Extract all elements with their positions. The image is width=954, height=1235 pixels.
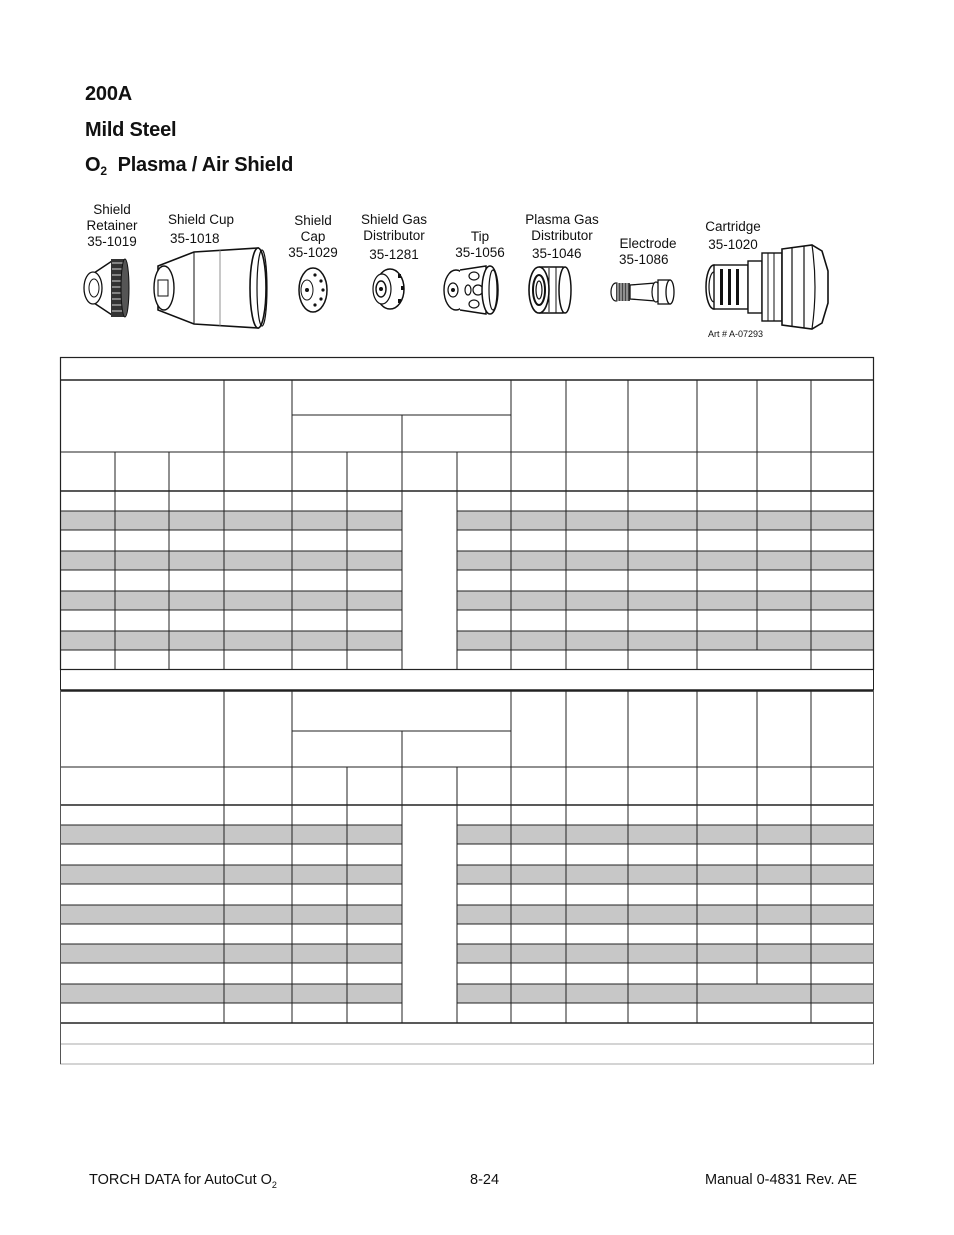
gas-title-subscript: 2 xyxy=(100,164,107,178)
part-label-tip: Tip 35-1056 xyxy=(455,229,505,260)
upper-table-grid xyxy=(60,358,874,670)
material-title: Mild Steel xyxy=(85,119,177,141)
gas-title-main: O xyxy=(85,154,101,176)
part-label-shield-retainer: Shield Retainer 35-1019 xyxy=(86,202,138,249)
upper-table-shaded-rows xyxy=(61,511,873,650)
footer-page-number: 8-24 xyxy=(470,1172,500,1188)
lower-table-grid xyxy=(60,690,874,1064)
current-title: 200A xyxy=(85,83,133,105)
part-label-plasma-gas-distributor: Plasma Gas Distributor 35-1046 xyxy=(525,212,599,261)
footer-left: TORCH DATA for AutoCut $O_2$ xyxy=(89,1172,277,1190)
part-label-cartridge: Cartridge 35-1020 xyxy=(705,219,761,252)
part-label-shield-cap: Shield Cap 35-1029 xyxy=(288,213,338,260)
part-label-electrode: Electrode 35-1086 xyxy=(619,236,677,267)
part-label-shield-cup: Shield Cup 35-1018 xyxy=(168,212,235,246)
art-number: Art # A-07293 xyxy=(708,329,764,339)
gap-row xyxy=(61,669,874,690)
footer-manual: Manual 0-4831 Rev. AE xyxy=(705,1172,858,1188)
gas-title-rest: Plasma / Air Shield xyxy=(117,154,294,176)
lower-table-shaded-rows xyxy=(61,825,873,1003)
part-label-shield-gas-distributor: Shield Gas Distributor 35-1281 xyxy=(360,212,428,262)
